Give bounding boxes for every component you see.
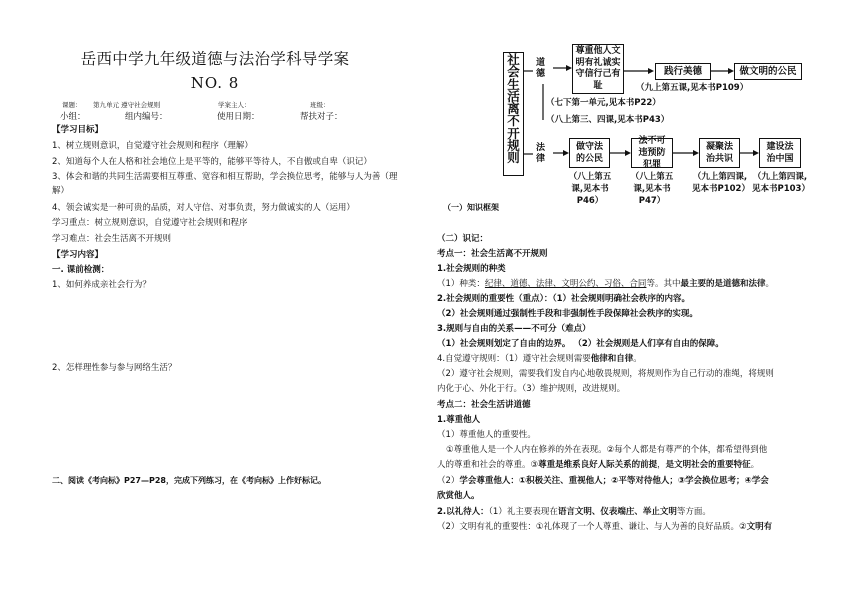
rule-types-line: （1）种类：纪律、道德、法律、文明公约、习俗、合同等。其中最主要的是道德和法律。 (437, 279, 774, 289)
group-label: 小组： (60, 112, 86, 122)
key-point: 学习重点：树立规则意识，自觉遵守社会规则和程序 (52, 218, 248, 228)
moral-box-citizen: 做文明的公民 (734, 63, 802, 80)
content-title: 【学习内容】 (52, 250, 104, 260)
respect-line-4: 欣赏他人。 (437, 491, 480, 501)
point-2-title: 考点二：社会生活讲道德 (437, 400, 531, 410)
recite-label: （二）识记： (437, 234, 489, 244)
question-1: 1、如何养成亲社会行为？ (52, 280, 151, 290)
law-box-3: 凝聚法治共识 (699, 138, 740, 168)
rule-freedom-heading: 3.规则与自由的关系——不可分（难点） (437, 324, 591, 334)
law-box-4: 建设法治中国 (759, 138, 801, 168)
goal-3: 3、体会和谐的共同生活需要相互尊重、宽容和相互帮助，学会换位思考，能够与人为善（理 (52, 172, 398, 182)
courtesy-line-2: （2）文明有礼的重要性：①礼体现了一个人尊重、谦让、与人为善的良好品质。②文明有 (437, 522, 773, 532)
law-ref-2: （八上第五课,见本书P47） (630, 172, 674, 206)
goal-3-cont: 解） (52, 186, 70, 196)
topic-value: 第九单元 遵守社会规则 (93, 101, 161, 109)
question-2: 2、怎样理性参与参与网络生活？ (52, 363, 177, 373)
obey-rules-line: 4.自觉遵守规则：（1）遵守社会规则需要他律和自律。 (437, 354, 642, 364)
law-ref-1: （八上第五课,见本书P46） (568, 172, 612, 206)
diagram-root: 社会生活离不开规则 (503, 52, 524, 176)
obey-rules-3: 内化于心、外化于行。（3）维护规则，改进规则。 (437, 384, 626, 394)
respect-heading: 1.尊重他人 (437, 415, 481, 425)
courtesy-line-1: 2.以礼待人：（1）礼主要表现在语言文明、仪表端庄、举止文明等方面。 (437, 507, 711, 517)
branch-law: 法律 (536, 143, 546, 164)
goal-1: 1、树立规则意识，自觉遵守社会规则和程序（理解） (52, 141, 253, 151)
goal-4: 4、领会诚实是一种可贵的品质，对人守信、对事负责，努力做诚实的人（运用） (52, 203, 355, 213)
rule-importance: 2.社会规则的重要性（重点）：（1）社会规则明确社会秩序的内容。 (437, 294, 691, 304)
inner-number-label: 组内编号： (125, 112, 168, 122)
class-label: 班级： (310, 101, 330, 109)
document-number: NO. 8 (190, 74, 240, 92)
respect-importance: （1）尊重他人的重要性。 (437, 430, 536, 440)
difficulty: 学习难点：社会生活离不开规则 (52, 234, 172, 244)
point-1-title: 考点一：社会生活离不开规则 (437, 249, 548, 259)
moral-ref-1: （九上第五课,见本书P109） (636, 83, 749, 93)
rule-freedom-line: （1）社会规则划定了自由的边界。 （2）社会规则是人们享有自由的保障。 (437, 339, 724, 349)
rule-importance-2: （2）社会规则通过强制性手段和非强制性手段保障社会秩序的实现。 (437, 309, 698, 319)
respect-line-2: 人的尊重和社会的尊重。③尊重是维系良好人际关系的前提，是文明社会的重要特征。 (437, 460, 760, 470)
respect-line-1: ①尊重他人是一个人内在修养的外在表现。②每个人都是有尊严的个体，都希望得到他 (446, 445, 768, 455)
respect-line-3: （2）学会尊重他人：①积极关注、重视他人；②平等对待他人；③学会换位思考；④学会 (437, 476, 769, 486)
owner-label: 学案主人： (218, 101, 251, 109)
law-ref-4: （九上第四课,见本书P103） (752, 172, 810, 194)
framework-label: （一）知识框架 (443, 203, 499, 212)
topic-label: 课题： (62, 101, 82, 109)
law-ref-3: （九上第四课,见本书P102） (692, 172, 750, 194)
page-title: 岳西中学九年级道德与法治学科导学案 (80, 50, 350, 68)
reading-task: 二、阅读《考向标》P27—P28，完成下列练习，在《考向标》上作好标记。 (52, 476, 326, 485)
rule-types-heading: 1.社会规则的种类 (437, 264, 506, 274)
moral-box-respect: 尊重他人文明有礼诚实守信行己有耻 (572, 44, 624, 94)
helper-label: 帮扶对子： (300, 112, 343, 122)
preview-title: 一. 课前检测： (52, 265, 110, 275)
moral-ref-3: （八上第三、四课,见本书P43） (546, 115, 670, 125)
goals-title: 【学习目标】 (52, 125, 104, 135)
moral-box-practice: 践行美德 (655, 63, 711, 80)
obey-rules-2: （2）遵守社会规则，需要我们发自内心地敬畏规则，将规则作为自己行动的准绳，将规则 (437, 369, 774, 379)
goal-2: 2、知道每个人在人格和社会地位上是平等的，能够平等待人，不自傲或自卑（识记） (52, 157, 372, 167)
moral-ref-2: （七下第一单元,见本书P22） (546, 98, 661, 108)
law-box-1: 做守法的公民 (569, 138, 610, 168)
date-label: 使用日期： (217, 112, 260, 122)
branch-moral: 道德 (536, 58, 546, 79)
law-box-2: 法不可违预防犯罪 (631, 138, 673, 168)
